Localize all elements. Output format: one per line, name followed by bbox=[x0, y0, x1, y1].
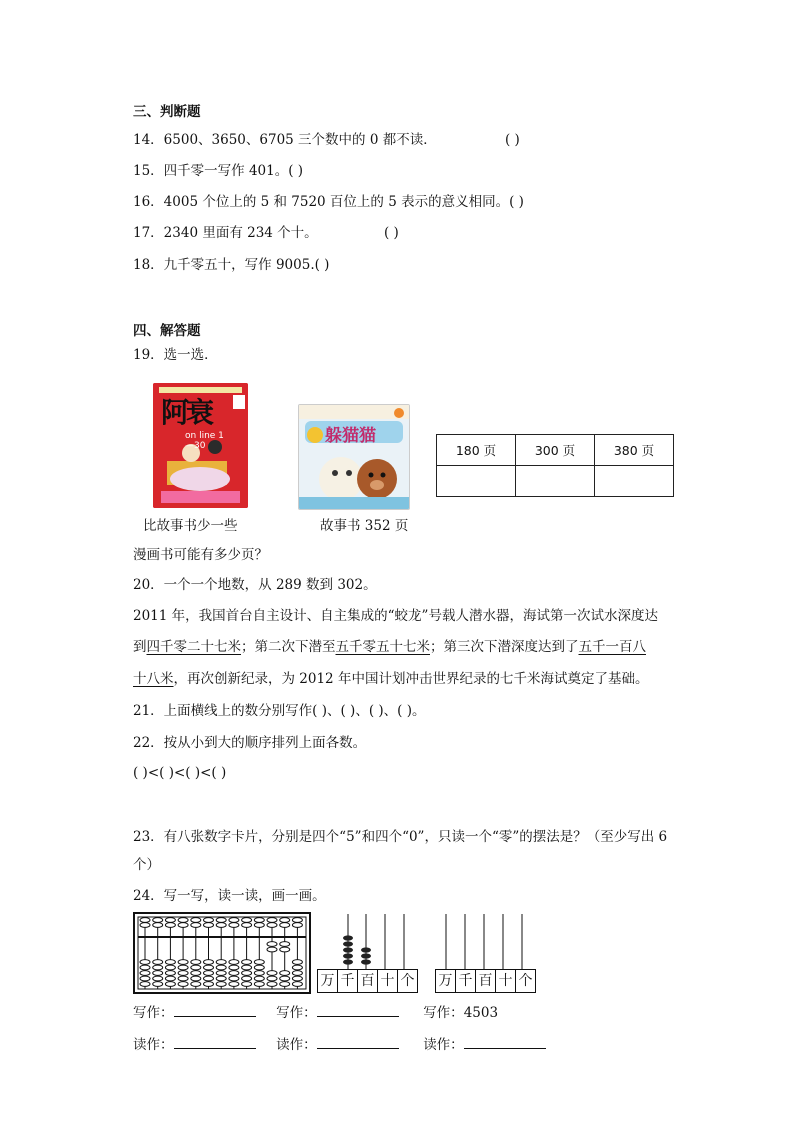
abacus-bead bbox=[280, 947, 290, 952]
abacus-bead bbox=[140, 960, 150, 965]
write-value-3: 4503 bbox=[463, 1005, 499, 1021]
abacus-bead bbox=[267, 971, 277, 976]
question-19-prompt: 漫画书可能有多少页？ bbox=[133, 547, 268, 563]
abacus-bead bbox=[204, 971, 214, 976]
place-header: 万 bbox=[435, 969, 456, 993]
abacus-bead bbox=[191, 923, 201, 928]
read-row bbox=[133, 1036, 546, 1054]
abacus-bead bbox=[280, 918, 290, 923]
abacus-bead bbox=[165, 923, 175, 928]
read-label: 读作： bbox=[276, 1037, 317, 1053]
place-header: 十 bbox=[377, 969, 398, 993]
write-blank-1[interactable] bbox=[174, 1004, 256, 1017]
question-15 bbox=[133, 162, 303, 180]
question-16-text: 16．4005 个位上的 5 和 7520 百位上的 5 表示的意义相同。 bbox=[133, 194, 510, 210]
abacus-bead bbox=[229, 971, 239, 976]
abacus-bead bbox=[267, 918, 277, 923]
abacus-bead bbox=[153, 982, 163, 987]
abacus-bead bbox=[191, 982, 201, 987]
abacus-bead bbox=[292, 965, 302, 970]
abacus-bead bbox=[165, 982, 175, 987]
abacus-bead bbox=[242, 971, 252, 976]
comic-cover-title: 阿衰 bbox=[161, 396, 212, 429]
story-cover-title: 躲猫猫 bbox=[325, 426, 376, 446]
abacus-bead bbox=[204, 965, 214, 970]
question-14 bbox=[133, 131, 437, 149]
underlined-number-3-end: 十八米 bbox=[133, 671, 174, 687]
abacus-bead bbox=[140, 918, 150, 923]
abacus-bead bbox=[229, 982, 239, 987]
question-21: 21．上面横线上的数分别写作( )、( )、( )、( )。 bbox=[133, 703, 426, 719]
abacus-bead bbox=[140, 923, 150, 928]
abacus-bead bbox=[191, 965, 201, 970]
place-header: 万 bbox=[317, 969, 338, 993]
underlined-number-2: 五千零五十七米 bbox=[335, 639, 430, 655]
abacus-bead bbox=[254, 923, 264, 928]
question-18-text: 18．九千零五十，写作 9005. bbox=[133, 257, 315, 273]
place-header: 个 bbox=[397, 969, 418, 993]
abacus-bead bbox=[267, 947, 277, 952]
abacus-bead bbox=[254, 918, 264, 923]
abacus-bead bbox=[165, 918, 175, 923]
question-15-answer[interactable]: ( ) bbox=[288, 163, 304, 179]
question-17-text: 17．2340 里面有 234 个十。 bbox=[133, 225, 318, 241]
passage-text: 到 bbox=[133, 639, 147, 655]
read-blank-3[interactable] bbox=[464, 1036, 546, 1049]
table-row bbox=[437, 466, 674, 497]
abacus-bead bbox=[229, 965, 239, 970]
question-23-line-1: 23．有八张数字卡片，分别是四个“5”和四个“0”，只读一个“零”的摆法是？（至少写出 6 bbox=[133, 829, 668, 845]
write-label: 写作： bbox=[276, 1005, 317, 1021]
abacus-bead bbox=[153, 918, 163, 923]
option-cell: 300 页 bbox=[516, 435, 595, 466]
question-20: 20．一个一个地数，从 289 数到 302。 bbox=[133, 577, 377, 593]
abacus-bead bbox=[280, 976, 290, 981]
comic-book-caption: 比故事书少一些 bbox=[143, 518, 238, 534]
abacus-bead bbox=[280, 942, 290, 947]
underlined-number-1: 四千零二十七米 bbox=[146, 639, 241, 655]
abacus-bead bbox=[153, 971, 163, 976]
abacus-bead bbox=[254, 965, 264, 970]
read-blank-1[interactable] bbox=[174, 1036, 256, 1049]
abacus-bead bbox=[165, 971, 175, 976]
abacus-bead bbox=[216, 960, 226, 965]
question-22-answer-blanks[interactable]: ( )<( )<( )<( ) bbox=[133, 765, 227, 781]
question-17 bbox=[133, 224, 318, 242]
abacus-bead bbox=[267, 976, 277, 981]
abacus-bead bbox=[204, 918, 214, 923]
option-cell: 180 页 bbox=[437, 435, 516, 466]
question-16-answer[interactable]: ( ) bbox=[509, 194, 524, 210]
place-value-chart-2[interactable] bbox=[435, 969, 535, 993]
passage-text: ，再次创新纪录，为 2012 年中国计划冲击世界纪录的七千米海试奠定了基础。 bbox=[173, 671, 649, 687]
abacus-bead bbox=[153, 965, 163, 970]
abacus-bead bbox=[204, 960, 214, 965]
question-22: 22．按从小到大的顺序排列上面各数。 bbox=[133, 735, 367, 751]
abacus-bead bbox=[267, 942, 277, 947]
abacus-bead bbox=[216, 918, 226, 923]
write-row bbox=[133, 1004, 498, 1022]
abacus-bead bbox=[242, 960, 252, 965]
abacus-bead bbox=[254, 982, 264, 987]
abacus-bead bbox=[140, 982, 150, 987]
abacus-bead bbox=[292, 971, 302, 976]
abacus-bead bbox=[165, 965, 175, 970]
section-4-title: 四、解答题 bbox=[133, 323, 201, 339]
abacus-bead bbox=[254, 960, 264, 965]
abacus-bead bbox=[204, 976, 214, 981]
abacus-bead bbox=[229, 923, 239, 928]
abacus-bead bbox=[178, 965, 188, 970]
question-19: 19．选一选． bbox=[133, 347, 218, 363]
abacus-bead bbox=[216, 976, 226, 981]
abacus-bead bbox=[216, 923, 226, 928]
abacus-bead bbox=[140, 976, 150, 981]
abacus-bead bbox=[254, 971, 264, 976]
passage-line-1: 2011 年，我国首台自主设计、自主集成的“蛟龙”号载人潜水器，海试第一次试水深度达 bbox=[133, 608, 658, 624]
empty-rods-image bbox=[430, 914, 540, 970]
abacus-bead bbox=[191, 918, 201, 923]
passage-text: ；第三次下潜深度达到了 bbox=[430, 639, 579, 655]
comic-cover-subtitle: on line 1—30 bbox=[185, 431, 224, 451]
question-14-text: 14．6500、3650、6705 三个数中的 0 都不读． bbox=[133, 132, 437, 148]
abacus-bead bbox=[242, 923, 252, 928]
story-book-image bbox=[298, 404, 410, 510]
abacus-bead bbox=[178, 923, 188, 928]
underlined-number-3: 五千一百八 bbox=[578, 639, 646, 655]
abacus-bead bbox=[280, 971, 290, 976]
table-row bbox=[437, 435, 674, 466]
abacus-bead bbox=[178, 960, 188, 965]
read-label: 读作： bbox=[133, 1037, 174, 1053]
answer-cell[interactable] bbox=[595, 466, 674, 497]
option-cell: 380 页 bbox=[595, 435, 674, 466]
place-header: 百 bbox=[475, 969, 496, 993]
answer-cell[interactable] bbox=[437, 466, 516, 497]
question-16 bbox=[133, 193, 524, 211]
abacus-bead bbox=[229, 918, 239, 923]
abacus-bead bbox=[178, 982, 188, 987]
abacus-bead bbox=[204, 923, 214, 928]
counter-rods-image bbox=[340, 914, 410, 970]
question-18 bbox=[133, 256, 329, 274]
write-blank-2[interactable] bbox=[317, 1004, 399, 1017]
read-blank-2[interactable] bbox=[317, 1036, 399, 1049]
passage-line-3 bbox=[133, 670, 648, 688]
comic-book-image bbox=[153, 383, 248, 508]
abacus-bead bbox=[178, 976, 188, 981]
abacus-bead bbox=[153, 960, 163, 965]
story-book-caption: 故事书 352 页 bbox=[320, 518, 409, 534]
abacus-bead bbox=[191, 976, 201, 981]
place-header: 千 bbox=[455, 969, 476, 993]
abacus-bead bbox=[216, 982, 226, 987]
abacus-bead bbox=[292, 923, 302, 928]
question-23-line-2: 个） bbox=[133, 857, 160, 873]
abacus-bead bbox=[216, 965, 226, 970]
abacus-bead bbox=[280, 982, 290, 987]
abacus-bead bbox=[140, 965, 150, 970]
abacus-image bbox=[133, 912, 311, 994]
abacus-bead bbox=[140, 971, 150, 976]
abacus-bead bbox=[242, 982, 252, 987]
abacus-bead bbox=[191, 960, 201, 965]
section-3-title: 三、判断题 bbox=[133, 104, 201, 120]
place-header: 十 bbox=[495, 969, 516, 993]
abacus-bead bbox=[229, 960, 239, 965]
page-options-table bbox=[436, 434, 674, 497]
read-label: 读作： bbox=[423, 1037, 464, 1053]
abacus-bead bbox=[292, 982, 302, 987]
abacus-bead bbox=[229, 976, 239, 981]
abacus-bead bbox=[153, 923, 163, 928]
abacus-bead bbox=[165, 976, 175, 981]
question-17-answer[interactable]: ( ) bbox=[384, 225, 399, 241]
abacus-bead bbox=[191, 971, 201, 976]
question-15-text: 15．四千零一写作 401。 bbox=[133, 163, 289, 179]
write-label: 写作： bbox=[133, 1005, 174, 1021]
write-label: 写作： bbox=[423, 1005, 464, 1021]
abacus-bead bbox=[165, 960, 175, 965]
abacus-bead bbox=[254, 976, 264, 981]
place-value-chart-1 bbox=[317, 969, 417, 993]
abacus-bead bbox=[267, 923, 277, 928]
abacus-bead bbox=[216, 971, 226, 976]
passage-text: ；第二次下潜至 bbox=[241, 639, 336, 655]
abacus-bead bbox=[178, 971, 188, 976]
question-18-answer[interactable]: ( ) bbox=[314, 257, 330, 273]
abacus-bead bbox=[280, 923, 290, 928]
passage-line-2 bbox=[133, 638, 646, 656]
abacus-bead bbox=[242, 976, 252, 981]
place-header: 千 bbox=[337, 969, 358, 993]
abacus-bead bbox=[292, 960, 302, 965]
place-header: 个 bbox=[515, 969, 536, 993]
abacus-bead bbox=[153, 976, 163, 981]
abacus-bead bbox=[178, 918, 188, 923]
question-24: 24．写一写，读一读，画一画。 bbox=[133, 888, 326, 904]
question-14-answer[interactable]: ( ) bbox=[505, 132, 520, 148]
place-header: 百 bbox=[357, 969, 378, 993]
abacus-bead bbox=[292, 976, 302, 981]
abacus-bead bbox=[204, 982, 214, 987]
abacus-bead bbox=[242, 965, 252, 970]
answer-cell[interactable] bbox=[516, 466, 595, 497]
abacus-bead bbox=[292, 918, 302, 923]
abacus-bead bbox=[242, 918, 252, 923]
abacus-bead bbox=[267, 982, 277, 987]
